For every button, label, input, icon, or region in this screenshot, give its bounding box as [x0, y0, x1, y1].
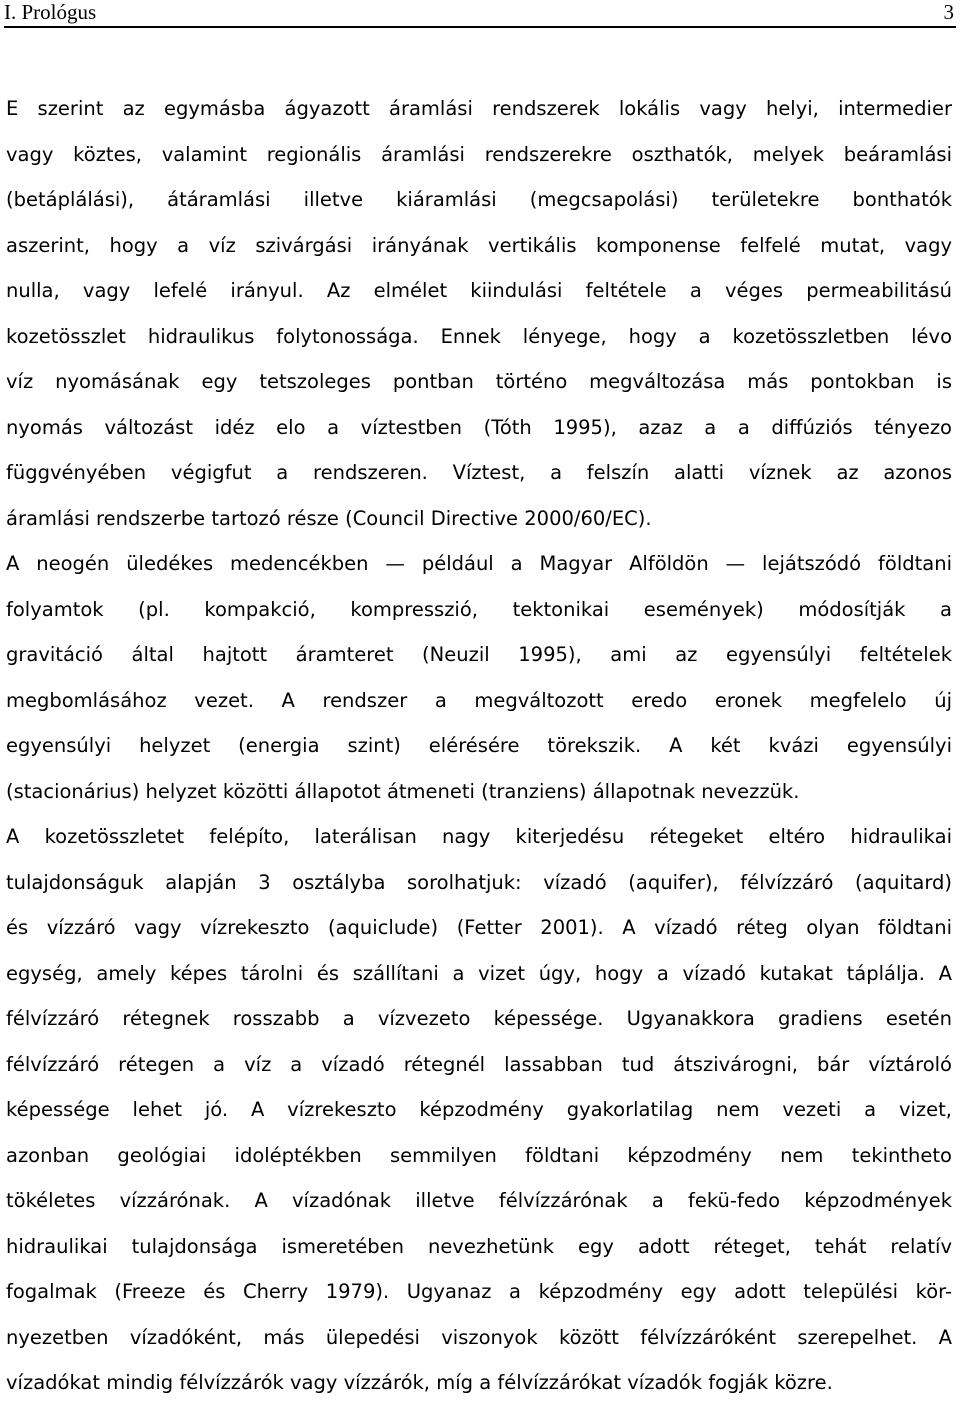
text-line: gravitáció által hajtott áramteret (Neuzil 1995), ami az egyensúlyi feltételek: [6, 643, 952, 666]
section-title: I. Prológus: [4, 0, 97, 24]
text-line: nulla, vagy lefelé irányul. Az elmélet kiindulási feltétele a véges permeabilitású: [6, 279, 952, 302]
text-line: félvízzáró rétegnek rosszabb a vízvezeto képessége. Ugyanakkora gradiens esetén: [6, 1007, 952, 1030]
text-line: áramlási rendszerbe tartozó része (Council Directive 2000/60/EC).: [6, 506, 652, 530]
text-line: és vízzáró vagy vízrekeszto (aquiclude) (Fetter 2001). A vízadó réteg olyan földtani: [6, 916, 952, 939]
text-line: folyamtok (pl. kompakció, kompresszió, tektonikai események) módosítják a: [6, 597, 952, 621]
text-line: képessége lehet jó. A vízrekeszto képzodmény gyakorlatilag nem vezeti a vizet,: [6, 1098, 952, 1121]
text-line: nyezetben vízadóként, más ülepedési viszonyok között félvízzáróként szerepelhet. A: [6, 1325, 952, 1349]
text-line: függvényében végigfut a rendszeren. Víztest, a felszín alatti víznek az azonos: [6, 461, 952, 484]
text-line: víz nyomásának egy tetszoleges pontban történo megváltozása más pontokban is: [6, 370, 952, 393]
text-line: vagy köztes, valamint regionális áramlási rendszerekre oszthatók, melyek beáramlási: [6, 142, 952, 166]
text-line: kozetösszlet hidraulikus folytonossága. Ennek lényege, hogy a kozetösszletben lévo: [6, 324, 952, 348]
body-text: [6, 86, 952, 1406]
text-line: A kozetösszletet felépíto, laterálisan nagy kiterjedésu rétegeket eltéro hidraulikai: [6, 825, 952, 848]
text-line: megbomlásához vezet. A rendszer a megváltozott eredo eronek megfelelo új: [6, 688, 952, 712]
text-line: aszerint, hogy a víz szivárgási irányának vertikális komponense felfelé mutat, vagy: [6, 233, 952, 257]
text-line: (betáplálási), átáramlási illetve kiáramlási (megcsapolási) területekre bonthatók: [6, 188, 952, 211]
text-line: tulajdonságuk alapján 3 osztályba sorolhatjuk: vízadó (aquifer), félvízzáró (aquitard): [6, 870, 952, 894]
text-line: tökéletes vízzárónak. A vízadónak illetve félvízzárónak a fekü-fedo képzodmények: [6, 1189, 952, 1212]
text-line: egység, amely képes tárolni és szállítani a vizet úgy, hogy a vízadó kutakat táplálja. A: [6, 961, 952, 985]
page-header: [4, 0, 956, 28]
text-line: nyomás változást idéz elo a víztestben (Tóth 1995), azaz a a diffúziós tényezo: [6, 415, 952, 439]
text-line: egyensúlyi helyzet (energia szint) elérésére törekszik. A két kvázi egyensúlyi: [6, 734, 952, 757]
text-line: vízadókat mindig félvízzárók vagy vízzárók, míg a félvízzárókat vízadók fogják közre.: [6, 1371, 833, 1394]
text-line: E szerint az egymásba ágyazott áramlási rendszerek lokális vagy helyi, intermedier: [6, 97, 952, 120]
text-line: A neogén üledékes medencékben — például a Magyar Alföldön — lejátszódó földtani: [6, 552, 952, 575]
text-line: azonban geológiai idoléptékben semmilyen földtani képzodmény nem tekintheto: [6, 1143, 952, 1167]
text-line: fogalmak (Freeze és Cherry 1979). Ugyanaz a képzodmény egy adott települési kör-: [6, 1280, 952, 1303]
text-line: félvízzáró rétegen a víz a vízadó rétegnél lassabban tud átszivárogni, bár víztároló: [6, 1052, 952, 1076]
page-number: 3: [943, 0, 954, 24]
text-line: hidraulikai tulajdonsága ismeretében nevezhetünk egy adott réteget, tehát relatív: [6, 1234, 952, 1258]
text-line: (stacionárius) helyzet közötti állapotot átmeneti (tranziens) állapotnak nevezzük.: [6, 779, 800, 803]
